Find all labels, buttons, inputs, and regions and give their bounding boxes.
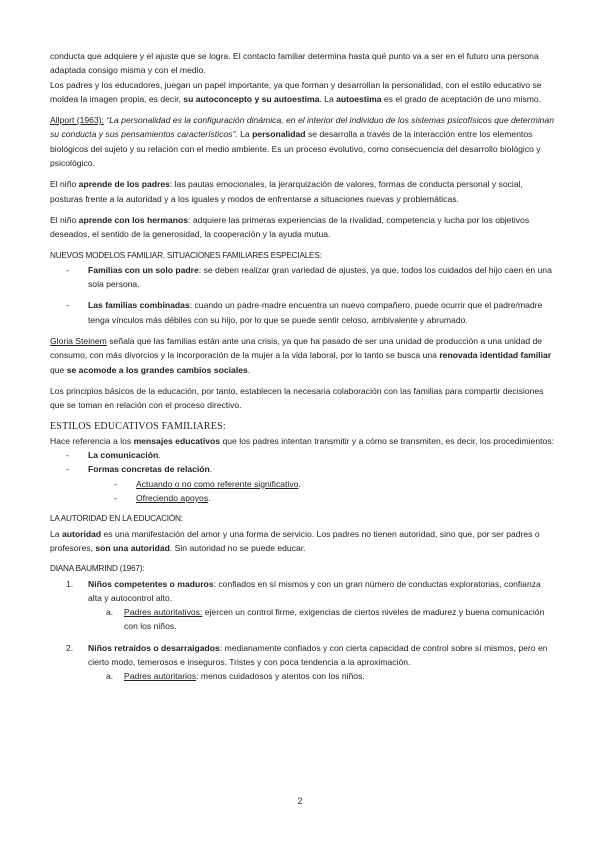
bullet-dash: - [66, 464, 69, 475]
bullet-dash: - [66, 450, 69, 461]
bold-text: Familias con un solo padre [88, 264, 199, 275]
bold-text: personalidad [252, 129, 306, 140]
underlined-text: Actuando o no como referente significativo [136, 478, 299, 489]
bullet-dash: - [114, 478, 117, 489]
text: : menos cuidadosos y atentos con los niños. [196, 671, 365, 682]
text: . [158, 450, 161, 461]
bold-text: La comunicación [88, 450, 159, 461]
text: que [50, 364, 65, 375]
text: Hace referencia a los [50, 435, 132, 446]
bold-text: Niños retraídos o desarraigados [88, 642, 220, 653]
underlined-text: Padres autoritativos: [124, 607, 203, 618]
text: : adquiere las primeras experiencias de la rivalidad, competencia y lucha por los objetivos deseados, el sentido de la generosidad, la cooperación y la ayuda mutua. [50, 214, 530, 240]
paragraph-padres [50, 177, 555, 206]
quote: “La personalidad es la configuración dinámica, en el interior del individuo de los sistemas psicofísicos que determinan su conducta y sus pensamientos característicos”. [50, 115, 554, 140]
list-number: 1. [66, 578, 74, 589]
text: es el grado de aceptación de uno mismo. [383, 93, 542, 104]
text: señala que las familias están ante una crisis, ya que ha pasado de ser una unidad de producción a una unidad de consumo, con más divorcios y la incorporación de la mujer a la vida laboral, por lo tanto se busca una [50, 336, 543, 361]
author-reference: Allport (1963): [50, 115, 104, 126]
paragraph-intro-2 [50, 78, 555, 107]
section-heading-baumrind: DIANA BAUMRIND (1967): [50, 564, 145, 574]
bold-text: se acomode a los grandes cambios sociales [66, 364, 248, 375]
text: . [247, 364, 251, 375]
text: : las pautas emocionales, la jerarquización de valores, formas de conducta personal y social, posturas frente a la autoridad y a los iguales y modos de enfrentarse a situaciones nuevas y problemáticas. [50, 179, 523, 204]
paragraph-principios: Los principios básicos de la educación, por tanto, establecen la necesaria colaboración con las familias para compartir decisiones que se toman en relación con el proceso directivo. [50, 385, 544, 411]
page-number: 2 [297, 796, 303, 806]
text: La [240, 129, 250, 140]
sub-list-item [50, 477, 555, 491]
bold-text: Las familias combinadas [88, 300, 190, 311]
underlined-text: Ofreciendo apoyos [136, 493, 209, 504]
paragraph-steinem [50, 334, 555, 377]
text: : se deben realizar gran variedad de ajustes, ya que, todos los cuidados del hijo caen en una sola persona. [88, 264, 552, 290]
text: : confiados en sí mismos y con un gran número de conductas exploratorias, confianza alta y autocontrol alto. [88, 578, 541, 603]
text: conducta que adquiere y el ajuste que se logra. El contacto familiar determina hasta qué punto va a ser en el futuro una persona adaptada consigo misma y con el medio. [50, 51, 539, 76]
list-letter: a. [106, 671, 114, 682]
text: ejercen un control firme, exigencias de ciertos niveles de madurez y buena comunicación con los niños. [124, 607, 545, 632]
paragraph-mensajes [50, 434, 555, 448]
bullet-dash: - [114, 493, 117, 504]
author-reference: Gloria Steinem [50, 336, 107, 347]
text: : cuando un padre-madre encuentra un nuevo compañero, puede ocurrir que el padre/madre tenga vínculos más débiles con su hijo, por lo que se puede sentir celoso, ambivalente y abrumado. [88, 300, 543, 325]
text: El niño [50, 179, 77, 190]
list-item [50, 298, 555, 327]
text: El niño [50, 214, 77, 225]
text: se desarrolla a través de la interacción entre los elementos biológicos del sujeto y su relación con el medio ambiente. Es un proceso evolutivo, como consecuencia del desarrollo biológico y psicológico. [50, 129, 541, 169]
text: . [298, 478, 301, 489]
paragraph-intro-1 [50, 49, 555, 78]
text: . Sin autoridad no se puede educar. [169, 542, 306, 553]
list-item [50, 263, 555, 292]
text: . [209, 464, 213, 475]
bold-text: son una autoridad [95, 542, 170, 553]
text: que los padres intentan transmitir y a cómo se transmiten, es decir, los procedimientos: [222, 435, 554, 446]
text: : medianamente confiados y con cierta capacidad de control sobre sí mismos, pero en cierto modo, temerosos e inseguros. Tristes y con poca tendencia a la aproximación. [88, 642, 548, 667]
section-heading-estilos: ESTILOS EDUCATIVOS FAMILIARES: [50, 420, 226, 432]
bold-text: aprende con los hermanos [78, 214, 189, 225]
lettered-sub-item [50, 605, 555, 634]
list-letter: a. [106, 607, 114, 618]
lettered-sub-item [50, 669, 555, 683]
underlined-text: Padres autoritarios [124, 671, 197, 682]
bullet-dash: - [66, 264, 69, 275]
section-heading-autoridad: LA AUTORIDAD EN LA EDUCACIÓN: [50, 514, 183, 524]
bold-text: renovada identidad familiar [439, 350, 552, 361]
text: La [50, 528, 60, 539]
bold-text: autoridad [61, 528, 102, 539]
numbered-list-item [50, 641, 555, 670]
text: . [208, 493, 211, 504]
list-number: 2. [66, 642, 74, 653]
bold-text: aprende de los padres [78, 179, 170, 190]
sub-list-item [50, 491, 555, 505]
numbered-list-item [50, 577, 555, 606]
bold-text: autoestima [336, 93, 382, 104]
paragraph-hermanos [50, 213, 555, 242]
paragraph-allport [50, 113, 555, 170]
list-item [50, 448, 555, 462]
bold-text: Niños competentes o maduros [88, 578, 214, 589]
text: Los padres y los educadores, juegan un papel importante, ya que forman y desarrollan la personalidad, con el estilo educativo se moldea la imagen propia, es decir, [50, 79, 542, 104]
section-heading-nuevos-modelos: NUEVOS MODELOS FAMILIAR. SITUACIONES FAMILIARES ESPECIALES: [50, 250, 322, 260]
text: es una manifestación del amor y una forma de servicio. Los padres no tienen autoridad, sino que, por ser padres o profesores, [50, 528, 540, 553]
bold-text: mensajes educativos [133, 435, 221, 446]
document-body [50, 49, 555, 684]
bold-text: su autoconcepto y su autoestima [183, 93, 320, 104]
bold-text: Formas concretas de relación [88, 464, 210, 475]
list-item [50, 462, 555, 476]
bullet-dash: - [66, 300, 69, 311]
text: . La [319, 93, 334, 104]
paragraph-autoridad [50, 527, 555, 556]
